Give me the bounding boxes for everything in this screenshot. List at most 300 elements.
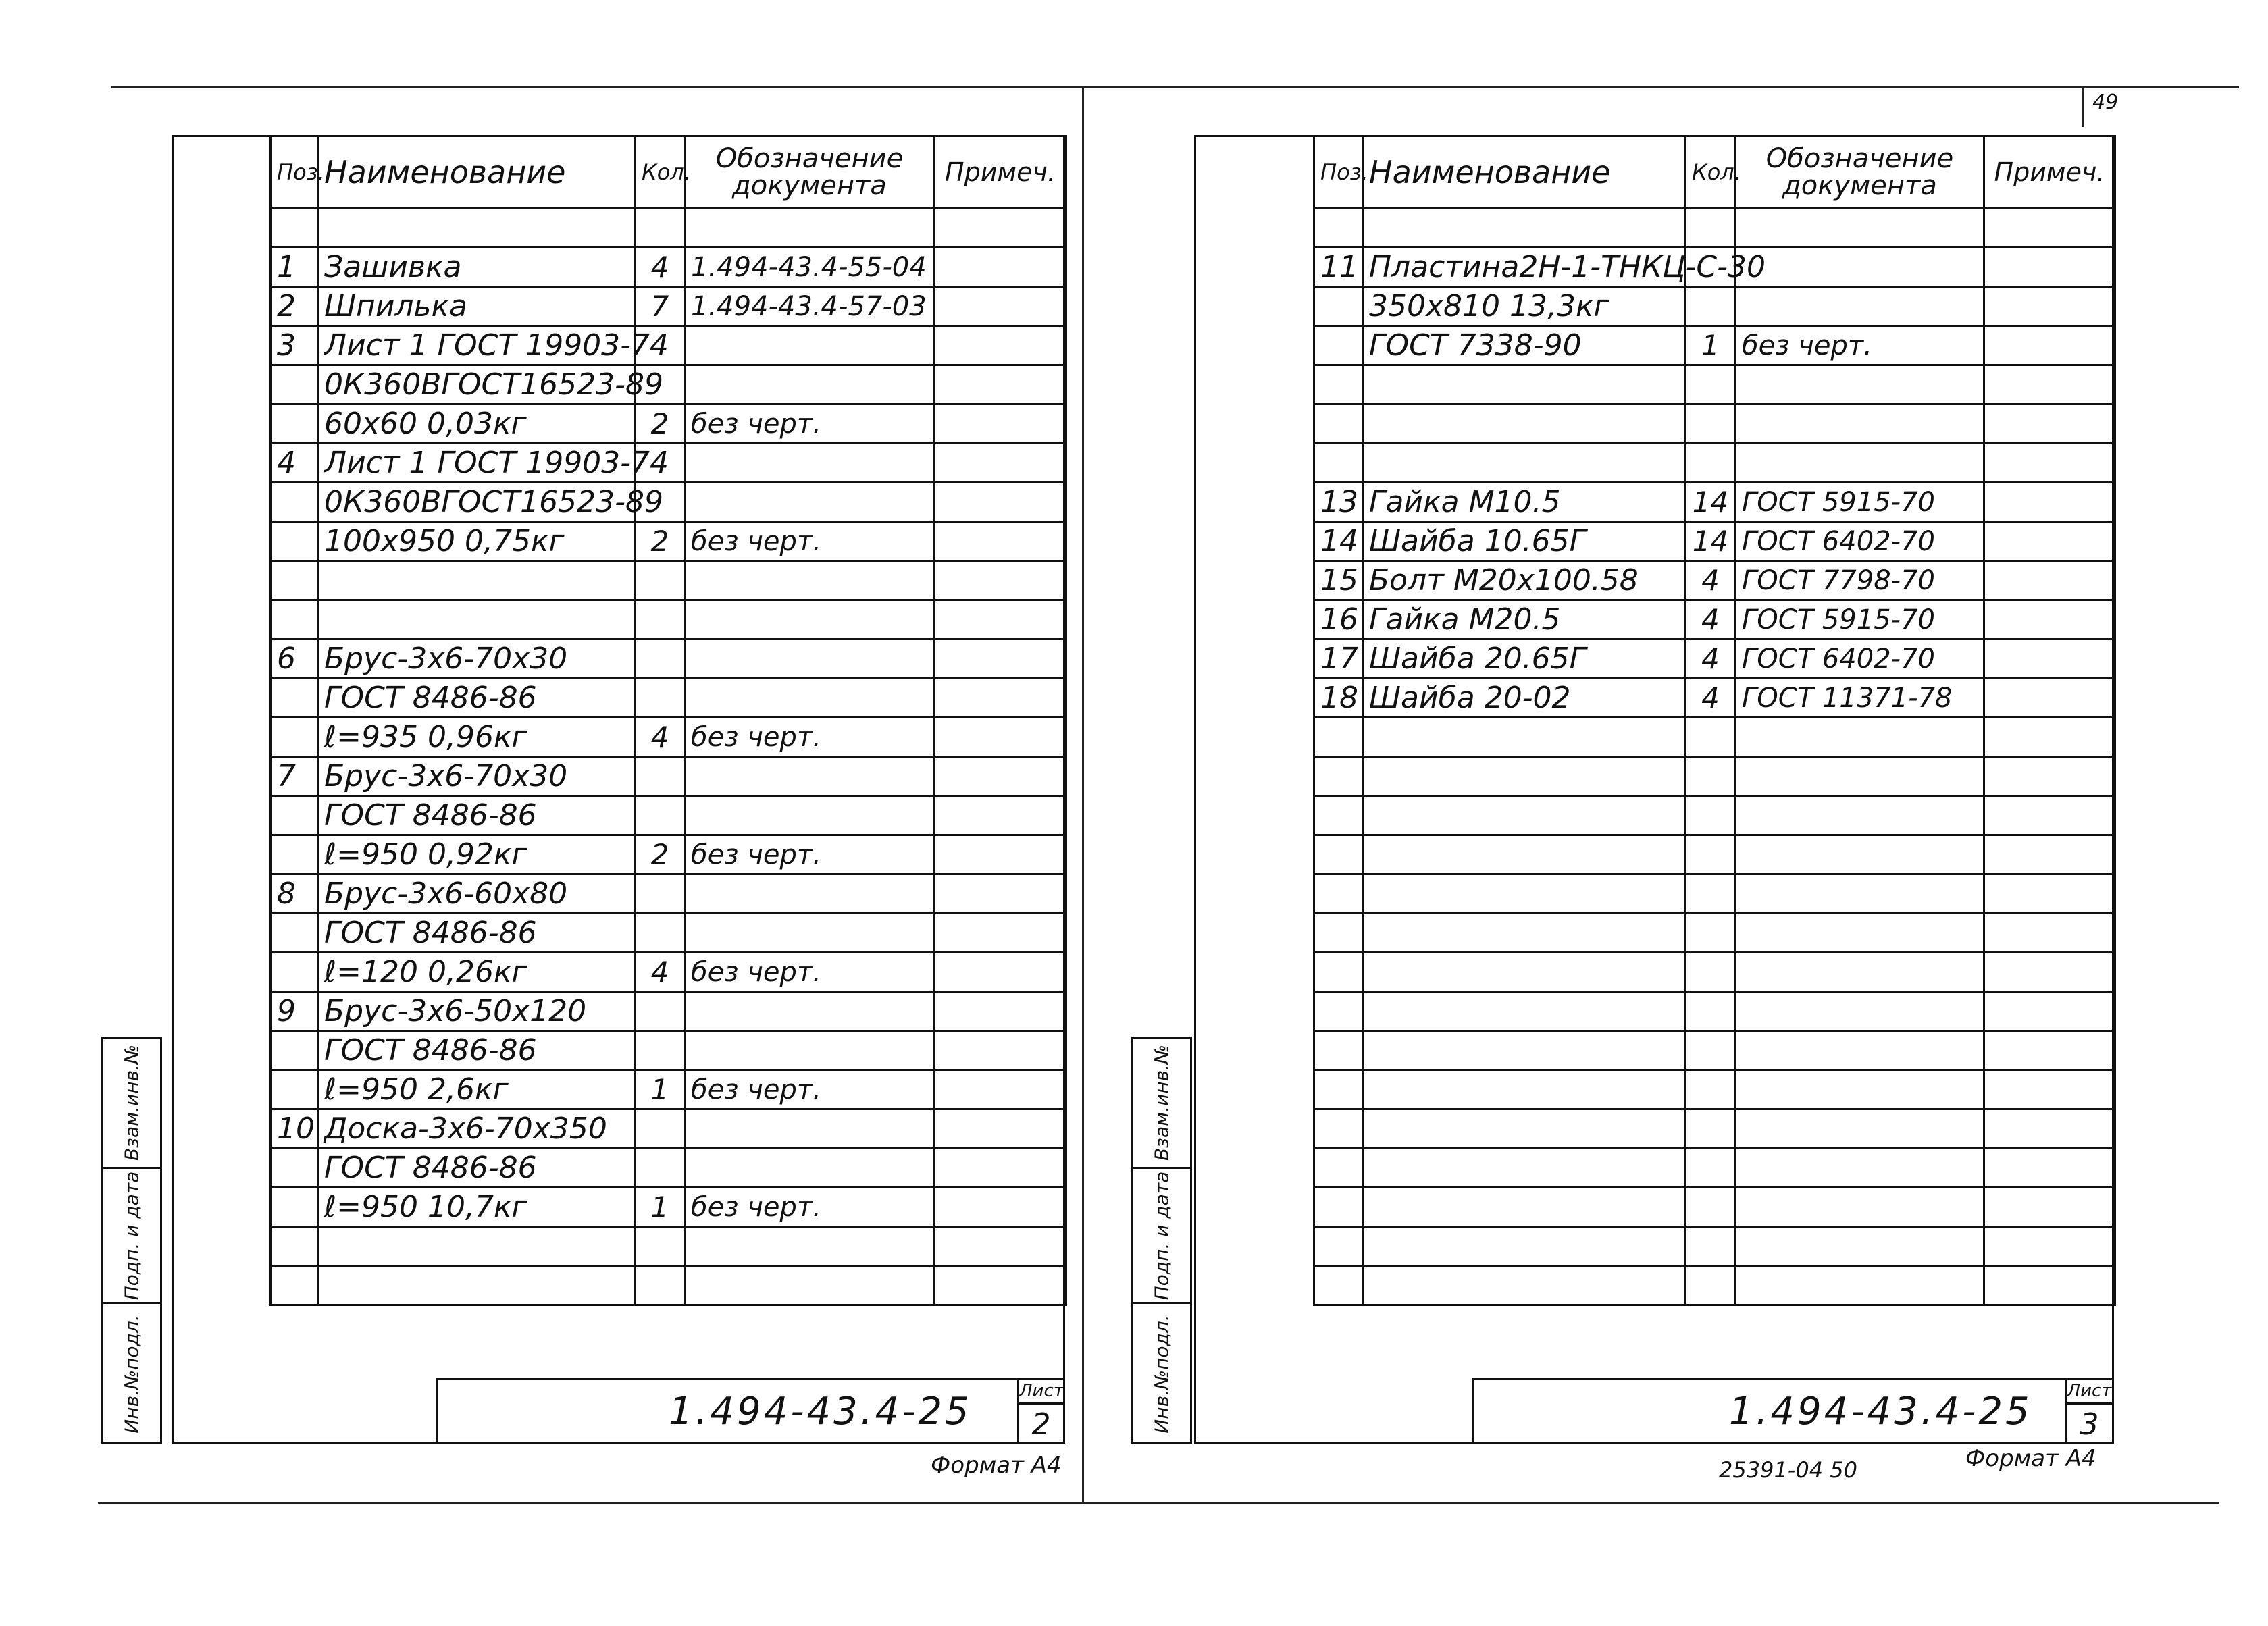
row-doc: без черт. (685, 953, 935, 992)
row-note (1984, 953, 2115, 992)
row-note (1984, 679, 2115, 718)
row-doc (685, 874, 935, 914)
row-note (1984, 444, 2115, 483)
table-row (1314, 757, 2115, 796)
row-name: ℓ=950 0,92кг (318, 835, 636, 874)
left-spec-table (269, 135, 1067, 1306)
row-doc: ГОСТ 7798-70 (1736, 561, 1984, 600)
row-note (1984, 718, 2115, 757)
row-pos: 2 (271, 287, 318, 326)
row-doc: ГОСТ 6402-70 (1736, 522, 1984, 561)
row-doc (1736, 757, 1984, 796)
row-name (318, 1227, 636, 1266)
table-row (271, 953, 1066, 992)
row-note (935, 561, 1066, 600)
row-note (935, 992, 1066, 1031)
row-qty (636, 992, 685, 1031)
table-row (271, 639, 1066, 679)
row-qty (1686, 444, 1736, 483)
row-qty: 14 (1686, 522, 1736, 561)
table-header (271, 136, 1066, 209)
row-pos: 14 (1314, 522, 1363, 561)
side-cell-inv (103, 1302, 160, 1444)
row-name (1363, 1188, 1686, 1227)
row-name: 0К360ВГОСТ16523-89 (318, 483, 636, 522)
row-note (1984, 1266, 2115, 1305)
side-inv-label: Инв.№подл. (1150, 1314, 1173, 1434)
header-doc: Обозначение документа (1736, 136, 1984, 209)
row-pos (1314, 1109, 1363, 1149)
row-doc: без черт. (685, 404, 935, 444)
row-pos: 8 (271, 874, 318, 914)
row-name (1363, 1227, 1686, 1266)
row-note (935, 639, 1066, 679)
row-qty: 4 (1686, 679, 1736, 718)
row-name: ГОСТ 8486-86 (318, 1149, 636, 1188)
row-note (935, 757, 1066, 796)
table-row (1314, 835, 2115, 874)
row-note (1984, 835, 2115, 874)
row-note (935, 796, 1066, 835)
row-doc: 1.494-43.4-57-03 (685, 287, 935, 326)
row-note (1984, 874, 2115, 914)
row-pos (1314, 1266, 1363, 1305)
side-cell-inv (1133, 1302, 1190, 1444)
row-qty: 1 (636, 1188, 685, 1227)
row-name (1363, 209, 1686, 248)
page-number: 49 (2092, 90, 2119, 114)
header-name: Наименование (1363, 136, 1686, 209)
row-name (1363, 1109, 1686, 1149)
row-pos (1314, 1188, 1363, 1227)
row-note (935, 287, 1066, 326)
row-pos (271, 1188, 318, 1227)
table-row (271, 365, 1066, 404)
table-row (1314, 796, 2115, 835)
row-note (1984, 992, 2115, 1031)
row-pos: 1 (271, 248, 318, 287)
side-replace-label: Взам.инв.№ (1150, 1044, 1173, 1161)
row-name (1363, 365, 1686, 404)
table-row (271, 796, 1066, 835)
row-qty: 2 (636, 835, 685, 874)
row-pos: 4 (271, 444, 318, 483)
row-qty: 1 (636, 1070, 685, 1109)
row-pos: 3 (271, 326, 318, 365)
row-name (1363, 1070, 1686, 1109)
row-qty (636, 1227, 685, 1266)
row-name: Лист 1 ГОСТ 19903-74 (318, 444, 636, 483)
row-qty (636, 1266, 685, 1305)
row-pos (1314, 835, 1363, 874)
table-row (1314, 404, 2115, 444)
header-qty: Кол. (636, 136, 685, 209)
center-fold (1082, 86, 1084, 1504)
row-qty (1686, 953, 1736, 992)
row-doc (1736, 953, 1984, 992)
table-row (271, 522, 1066, 561)
table-row (1314, 639, 2115, 679)
row-doc: без черт. (685, 835, 935, 874)
row-note (935, 209, 1066, 248)
row-name: Брус-3х6-70х30 (318, 757, 636, 796)
table-row (1314, 1149, 2115, 1188)
header-qty: Кол. (1686, 136, 1736, 209)
row-note (1984, 1031, 2115, 1070)
row-doc: без черт. (685, 718, 935, 757)
row-qty (1686, 914, 1736, 953)
row-doc: без черт. (1736, 326, 1984, 365)
side-replace-label: Взам.инв.№ (120, 1044, 143, 1161)
row-doc (685, 365, 935, 404)
row-pos: 6 (271, 639, 318, 679)
row-name: ГОСТ 8486-86 (318, 1031, 636, 1070)
row-doc: без черт. (685, 1188, 935, 1227)
table-row (271, 1266, 1066, 1305)
row-pos (1314, 874, 1363, 914)
table-row (1314, 679, 2115, 718)
table-row (1314, 1109, 2115, 1149)
table-row (1314, 1266, 2115, 1305)
table-row (1314, 1070, 2115, 1109)
row-name: Брус-3х6-70х30 (318, 639, 636, 679)
row-pos: 15 (1314, 561, 1363, 600)
row-note (1984, 522, 2115, 561)
row-pos (271, 914, 318, 953)
row-qty (1686, 1266, 1736, 1305)
right-sheet-number-box (2065, 1378, 2114, 1444)
table-row (271, 444, 1066, 483)
left-document-code: 1.494-43.4-25 (669, 1390, 972, 1434)
row-qty (1686, 1188, 1736, 1227)
row-name (1363, 953, 1686, 992)
row-name (1363, 835, 1686, 874)
row-doc (685, 600, 935, 639)
side-sign-label: Подп. и дата (1150, 1171, 1173, 1300)
row-note (1984, 757, 2115, 796)
row-note (1984, 1109, 2115, 1149)
left-side-strip (101, 1037, 162, 1444)
row-qty (1686, 757, 1736, 796)
row-note (935, 914, 1066, 953)
row-qty (636, 796, 685, 835)
row-pos (271, 522, 318, 561)
row-doc (1736, 796, 1984, 835)
row-name: ℓ=120 0,26кг (318, 953, 636, 992)
row-name: Шпилька (318, 287, 636, 326)
row-note (1984, 1188, 2115, 1227)
table-row (271, 1227, 1066, 1266)
row-doc (1736, 992, 1984, 1031)
row-qty (1686, 287, 1736, 326)
row-pos (1314, 1031, 1363, 1070)
row-qty (636, 1109, 685, 1149)
sheet-label: Лист (2067, 1380, 2112, 1405)
row-note (935, 1031, 1066, 1070)
row-note (935, 835, 1066, 874)
row-doc (685, 1266, 935, 1305)
row-pos (271, 600, 318, 639)
row-name: Шайба 20.65Г (1363, 639, 1686, 679)
row-note (935, 248, 1066, 287)
row-doc (685, 639, 935, 679)
header-pos: Поз. (1314, 136, 1363, 209)
row-note (935, 326, 1066, 365)
row-note (935, 483, 1066, 522)
table-row (1314, 718, 2115, 757)
row-doc (1736, 914, 1984, 953)
row-note (1984, 248, 2115, 287)
row-doc (685, 483, 935, 522)
row-qty (1686, 1070, 1736, 1109)
row-pos (271, 1070, 318, 1109)
row-pos (271, 1149, 318, 1188)
row-doc: 1.494-43.4-55-04 (685, 248, 935, 287)
row-name: Гайка М20.5 (1363, 600, 1686, 639)
row-name (1363, 914, 1686, 953)
row-note (1984, 404, 2115, 444)
row-doc (1736, 1109, 1984, 1149)
row-name (318, 561, 636, 600)
table-row (1314, 483, 2115, 522)
row-note (1984, 914, 2115, 953)
row-qty: 4 (1686, 561, 1736, 600)
row-pos (1314, 1070, 1363, 1109)
row-note (1984, 639, 2115, 679)
right-spec-table (1313, 135, 2116, 1306)
row-pos (271, 209, 318, 248)
row-doc (685, 796, 935, 835)
side-sign-label: Подп. и дата (120, 1171, 143, 1300)
row-name (1363, 796, 1686, 835)
row-qty: 1 (1686, 326, 1736, 365)
row-doc: ГОСТ 5915-70 (1736, 600, 1984, 639)
header-note: Примеч. (1984, 136, 2115, 209)
table-row (1314, 914, 2115, 953)
left-format-label: Формат А4 (931, 1452, 1062, 1479)
header-name: Наименование (318, 136, 636, 209)
row-qty (1686, 1227, 1736, 1266)
row-qty (1686, 835, 1736, 874)
row-note (935, 404, 1066, 444)
row-note (1984, 483, 2115, 522)
table-row (1314, 561, 2115, 600)
row-name (1363, 718, 1686, 757)
archive-number: 25391-04 50 (1719, 1457, 1857, 1483)
row-doc (685, 209, 935, 248)
row-qty (636, 679, 685, 718)
table-row (271, 757, 1066, 796)
row-pos: 16 (1314, 600, 1363, 639)
row-pos (1314, 718, 1363, 757)
table-row (271, 679, 1066, 718)
row-pos (271, 835, 318, 874)
row-doc (1736, 287, 1984, 326)
sheet-number: 2 (1031, 1407, 1051, 1442)
row-name (1363, 404, 1686, 444)
row-pos (1314, 209, 1363, 248)
row-pos (271, 796, 318, 835)
sheet-number: 3 (2080, 1407, 2099, 1442)
row-qty: 4 (636, 953, 685, 992)
row-name (1363, 874, 1686, 914)
row-name: ГОСТ 7338-90 (1363, 326, 1686, 365)
row-name: Брус-3х6-50х120 (318, 992, 636, 1031)
row-pos (1314, 992, 1363, 1031)
row-doc (685, 1149, 935, 1188)
row-pos (1314, 404, 1363, 444)
row-doc (685, 1227, 935, 1266)
row-name: Брус-3х6-60х80 (318, 874, 636, 914)
row-pos: 17 (1314, 639, 1363, 679)
table-row (271, 248, 1066, 287)
row-qty (636, 1031, 685, 1070)
row-name: Зашивка (318, 248, 636, 287)
row-pos (271, 953, 318, 992)
table-row (1314, 1031, 2115, 1070)
row-name (1363, 1149, 1686, 1188)
table-row (1314, 209, 2115, 248)
row-pos: 11 (1314, 248, 1363, 287)
row-note (935, 1149, 1066, 1188)
sheet-label: Лист (1019, 1380, 1063, 1405)
row-pos (271, 1227, 318, 1266)
right-side-strip (1131, 1037, 1192, 1444)
bottom-rule (98, 1502, 2219, 1504)
row-name (1363, 1031, 1686, 1070)
table-row (271, 404, 1066, 444)
row-name: ℓ=950 10,7кг (318, 1188, 636, 1227)
row-doc (685, 1031, 935, 1070)
row-note (935, 522, 1066, 561)
table-row (1314, 992, 2115, 1031)
row-note (1984, 365, 2115, 404)
row-pos (271, 1031, 318, 1070)
table-row (271, 209, 1066, 248)
row-doc: ГОСТ 5915-70 (1736, 483, 1984, 522)
row-qty (636, 874, 685, 914)
table-row (271, 992, 1066, 1031)
side-cell-sign (1133, 1167, 1190, 1302)
row-name: 0К360ВГОСТ16523-89 (318, 365, 636, 404)
table-row (271, 835, 1066, 874)
row-doc: без черт. (685, 1070, 935, 1109)
row-name: Доска-3х6-70х350 (318, 1109, 636, 1149)
row-pos (271, 679, 318, 718)
side-cell-sign (103, 1167, 160, 1302)
row-pos (1314, 796, 1363, 835)
row-qty (636, 209, 685, 248)
table-row (271, 483, 1066, 522)
row-qty: 2 (636, 404, 685, 444)
row-doc (685, 757, 935, 796)
row-name (1363, 1266, 1686, 1305)
row-note (935, 1227, 1066, 1266)
row-note (1984, 1070, 2115, 1109)
row-name (318, 209, 636, 248)
row-doc (1736, 444, 1984, 483)
row-name: Лист 1 ГОСТ 19903-74 (318, 326, 636, 365)
row-qty (1686, 209, 1736, 248)
table-row (1314, 248, 2115, 287)
row-note (1984, 326, 2115, 365)
table-row (1314, 1227, 2115, 1266)
table-row (271, 914, 1066, 953)
row-pos: 10 (271, 1109, 318, 1149)
row-name: 100х950 0,75кг (318, 522, 636, 561)
row-qty (636, 639, 685, 679)
row-qty (1686, 404, 1736, 444)
table-row (271, 718, 1066, 757)
row-doc (1736, 835, 1984, 874)
top-rule (111, 86, 2239, 88)
table-row (1314, 444, 2115, 483)
row-doc (1736, 1149, 1984, 1188)
header-note: Примеч. (935, 136, 1066, 209)
row-name (1363, 992, 1686, 1031)
row-pos (1314, 757, 1363, 796)
row-note (935, 718, 1066, 757)
row-pos (271, 404, 318, 444)
row-note (1984, 209, 2115, 248)
row-name: ГОСТ 8486-86 (318, 914, 636, 953)
table-row (1314, 287, 2115, 326)
side-inv-label: Инв.№подл. (120, 1314, 143, 1434)
row-name: ℓ=935 0,96кг (318, 718, 636, 757)
row-doc (685, 1109, 935, 1149)
row-doc (1736, 365, 1984, 404)
row-doc (685, 561, 935, 600)
table-row (271, 1031, 1066, 1070)
row-note (935, 1109, 1066, 1149)
table-header (1314, 136, 2115, 209)
row-qty: 7 (636, 287, 685, 326)
row-pos (271, 561, 318, 600)
row-doc (1736, 209, 1984, 248)
row-pos (1314, 1149, 1363, 1188)
table-row (271, 1149, 1066, 1188)
row-pos: 13 (1314, 483, 1363, 522)
page-number-tick (2082, 88, 2084, 127)
row-note (1984, 796, 2115, 835)
row-qty (636, 757, 685, 796)
row-doc: ГОСТ 6402-70 (1736, 639, 1984, 679)
right-document-code: 1.494-43.4-25 (1729, 1390, 2032, 1434)
row-qty (636, 914, 685, 953)
header-doc: Обозначение документа (685, 136, 935, 209)
table-row (1314, 326, 2115, 365)
row-qty: 4 (1686, 600, 1736, 639)
row-qty (636, 561, 685, 600)
row-qty (1686, 874, 1736, 914)
row-note (935, 1266, 1066, 1305)
row-doc (1736, 718, 1984, 757)
row-pos (1314, 326, 1363, 365)
row-pos (1314, 953, 1363, 992)
row-pos (271, 365, 318, 404)
row-pos (1314, 1227, 1363, 1266)
row-name: ГОСТ 8486-86 (318, 796, 636, 835)
row-qty: 14 (1686, 483, 1736, 522)
row-qty (1686, 992, 1736, 1031)
row-qty (1686, 1109, 1736, 1149)
row-note (935, 679, 1066, 718)
row-doc (1736, 1227, 1984, 1266)
row-pos (1314, 914, 1363, 953)
row-qty: 4 (636, 718, 685, 757)
left-sheet-number-box (1017, 1378, 1065, 1444)
row-doc (1736, 1070, 1984, 1109)
